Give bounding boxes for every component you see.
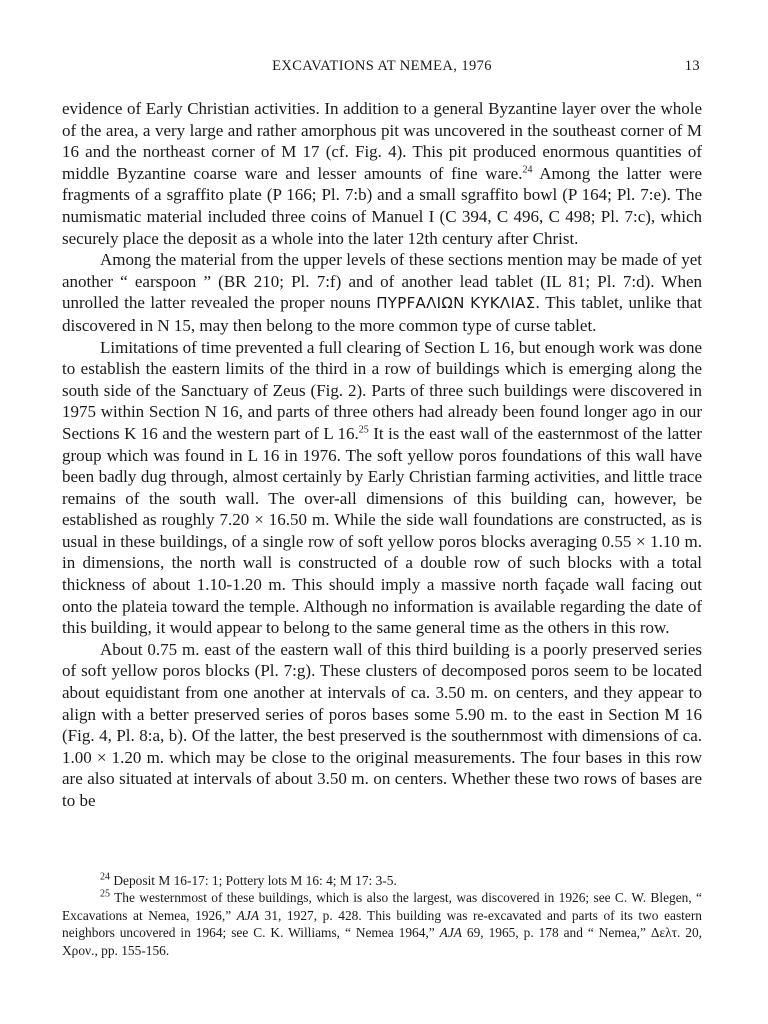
footnote-24-number: 24 [100,871,110,883]
footnote-25-text-cont: 31, 1927, p. 428. This building was re-excavated and parts of its two eastern neighbors uncovered in 1964; see C. K. Williams, “ Nemea 1964,” [62,907,702,941]
paragraph-1-text-cont: Among the latter were fragments of a sgraffito plate (P 166; Pl. 7:b) and a small sgraffito bowl (P 164; Pl. 7:e). The numismatic material included three coins of Manuel I (C 394, C 496, C 498; Pl. 7:c), which securely place the deposit as a whole into the later 12th century after Christ. [62,163,703,248]
footnote-25-text: The westernmost of these buildings, which is also the largest, was discovered in 1926; see C. W. Blegen, “ Excavations at Nemea, 1926,” [62,890,702,923]
footnote-25-number: 25 [100,888,110,900]
paragraph-2-text-cont: . This tablet, unlike that discovered in N 15, may then belong to the more common type of curse tablet. [62,293,703,335]
footnote-24 [62,872,702,889]
greek-inscription-2: ΚΥΚΛΙΑΣ [470,294,536,313]
footnote-24-text: Deposit M 16-17: 1; Pottery lots M 16: 4; M 17: 3-5. [110,873,397,888]
footnote-25-text-end: 69, 1965, p. 178 and “ Nemea,” Δελτ. 20, Χρον., pp. 155-156. [62,925,702,958]
journal-title: AJA [236,907,260,923]
running-title: EXCAVATIONS AT NEMEA, 1976 [272,58,492,74]
paragraph-2 [62,249,702,336]
footnote-ref-24: 24 [522,164,533,176]
footnotes [62,872,702,959]
page-number: 13 [684,58,700,74]
paragraph-2-text: Among the material from the upper levels of these sections mention may be made of yet another “ earspoon ” (BR 210; Pl. 7:f) and of another lead tablet (IL 81; Pl. 7:d). When unrolled the latter revealed the proper nouns [62,250,702,313]
journal-title: AJA [439,925,462,941]
paragraph-3-text-cont: It is the east wall of the easternmost of the latter group which was found in L 16 in 1976. The soft yellow poros foundations of this wall have been badly dug through, almost certainly by Early Christian farming activities, and little trace remains of the south wall. The over-all dimensions of this building can, however, be established as roughly 7.20 × 16.50 m. While the side wall foundations are constructed, as is usual in these buildings, of a single row of soft yellow poros blocks averaging 0.55 × 1.10 m. in dimensions, the north wall is constructed of a double row of such blocks with a total thickness of about 1.10-1.20 m. This should imply a massive north façade wall facing out onto the plateia toward the temple. Although no information is available regarding the date of this building, it would appear to belong to the same general time as the others in this row. [62,423,702,638]
footnote-ref-25: 25 [358,424,369,436]
footnote-25 [62,889,702,959]
paragraph-4: About 0.75 m. east of the eastern wall of this third building is a poorly preserved series of soft yellow poros blocks (Pl. 7:g). These clusters of decomposed poros seem to be located about equidistant from one another at intervals of ca. 3.50 m. on centers, and they appear to align with a better preserved series of poros bases some 5.90 m. to the east in Section M 16 (Fig. 4, Pl. 8:a, b). Of the latter, the best preserved is the southernmost with dimensions of ca. 1.00 × 1.20 m. which may be close to the original measurements. The four bases in this row are also situated at intervals of about 3.50 m. on centers. Whether these two rows of bases are to be [62,639,702,810]
body-text [62,98,702,812]
greek-inscription-1: ΠΥΡϜΑΛΙΩΝ [376,294,465,313]
page [62,58,702,812]
paragraph-3-text: Limitations of time prevented a full clearing of Section L 16, but enough work was done to establish the eastern limits of the third in a row of buildings which is emerging along the south side of the Sanctuary of Zeus (Fig. 2). Parts of three such buildings were discovered in 1975 within Section N 16, and parts of three others had already been found longer ago in our Sections K 16 and the western part of L 16. [62,337,702,443]
paragraph-1-text: evidence of Early Christian activities. In addition to a general Byzantine layer over the whole of the area, a very large and rather amorphous pit was uncovered in the southeast corner of M 16 and the northeast corner of M 17 (cf. Fig. 4). This pit produced enormous quantities of middle Byzantine coarse ware and lesser amounts of fine ware. [62,99,702,183]
running-header [62,58,702,82]
paragraph-3 [62,337,702,639]
paragraph-1 [62,98,702,249]
